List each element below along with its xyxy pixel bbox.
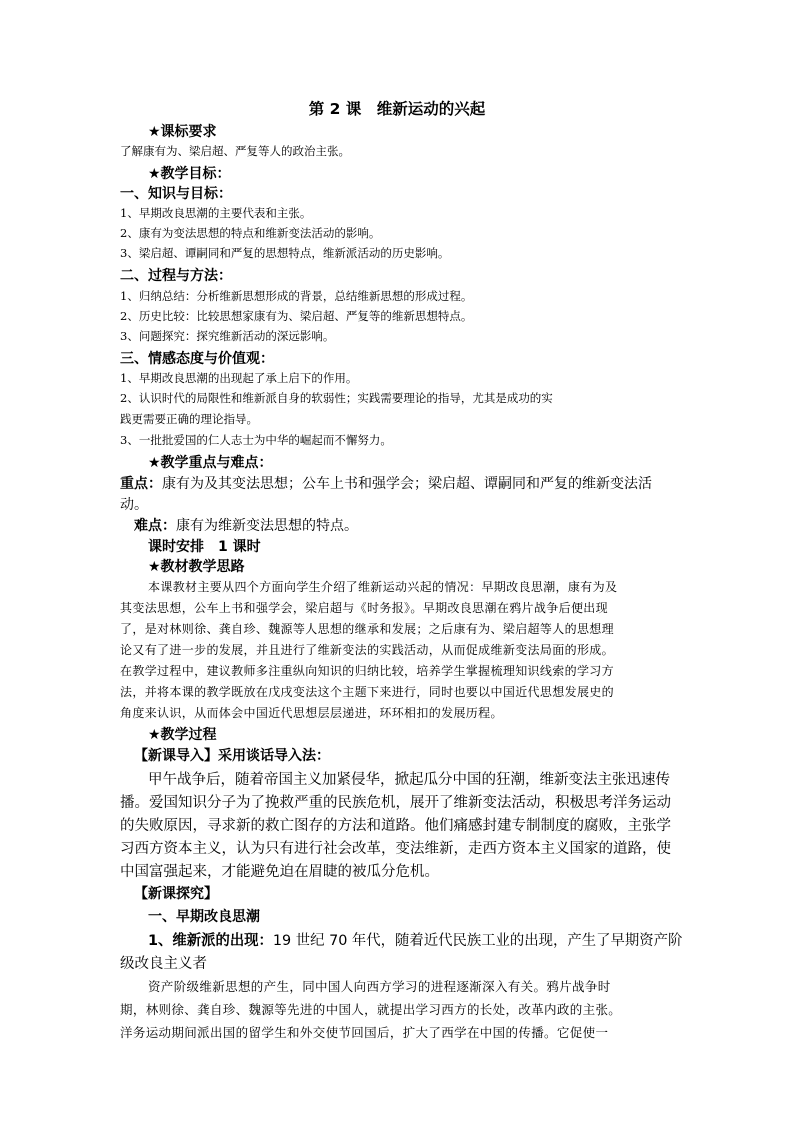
process-item: 3、问题探究：探究维新活动的深远影响。 — [120, 329, 335, 343]
section-heading-standards: ★课标要求 — [148, 124, 217, 140]
section-heading-objectives: ★教学目标： — [148, 166, 231, 182]
standards-text: 了解康有为、梁启超、严复等人的政治主张。 — [120, 144, 350, 158]
attitude-item: 2、认识时代的局限性和维新派自身的软弱性；实践需要理论的指导，尤其是成功的实 — [120, 391, 553, 405]
approach-paragraph-line: 了，是对林则徐、龚自珍、魏源等人思想的继承和发展；之后康有为、梁启超等人的思想理 — [120, 622, 615, 636]
reformers-line — [148, 929, 682, 950]
explore-subheading: 一、早期改良思潮 — [148, 909, 260, 925]
difficulty-text: 康有为维新变法思想的特点。 — [176, 518, 358, 534]
difficulty-line — [134, 515, 682, 535]
approach-paragraph-line: 论又有了进一步的发展，并且进行了维新变法的实践活动，从而促成维新变法局面的形成。 — [120, 643, 615, 657]
attitude-item: 3、一批批爱国的仁人志士为中华的崛起而不懈努力。 — [120, 433, 392, 447]
approach-paragraph-line: 在教学过程中，建议教师多注重纵向知识的归纳比较，培养学生掌握梳理知识线索的学习方 — [120, 664, 615, 678]
reformers-paragraph-line: 洋务运动期间派出国的留学生和外交使节回国后，扩大了西学在中国的传播。它促使一 — [120, 1025, 609, 1040]
subheading-process: 二、过程与方法： — [120, 268, 232, 284]
subheading-knowledge: 一、知识与目标： — [120, 186, 232, 202]
reformers-label: 1、维新派的出现： — [148, 933, 273, 949]
explore-heading: 【新课探究】 — [134, 886, 218, 902]
section-heading-teaching-process: ★教学过程 — [148, 727, 217, 743]
keypoint-line — [120, 473, 682, 493]
section-heading-approach: ★教材教学思路 — [148, 559, 245, 575]
keypoint-label: 重点： — [120, 476, 162, 492]
intro-paragraph-line: 甲午战争后，随着帝国主义加紧侵华，掀起瓜分中国的狂潮，维新变法主张迅速传 — [148, 772, 670, 788]
knowledge-item: 1、早期改良思潮的主要代表和主张。 — [120, 206, 312, 220]
approach-paragraph-line: 法，并将本课的教学既放在戊戌变法这个主题下来进行，同时也要以中国近代思想发展史的 — [120, 685, 615, 699]
reformers-text-cont: 级改良主义者 — [120, 956, 207, 972]
attitude-item: 1、早期改良思潮的出现起了承上启下的作用。 — [120, 371, 358, 385]
attitude-item-cont: 践更需要正确的理论指导。 — [120, 412, 258, 426]
knowledge-item: 2、康有为变法思想的特点和维新变法活动的影响。 — [120, 226, 381, 240]
reformers-text: 19 世纪 70 年代，随着近代民族工业的出现，产生了早期资产阶 — [272, 933, 683, 949]
intro-paragraph-line: 习西方资本主义，认为只有进行社会改革，变法维新，走西方资本主义国家的道路，使 — [120, 841, 671, 857]
process-item: 2、历史比较：比较思想家康有为、梁启超、严复等的维新思想特点。 — [120, 309, 473, 323]
difficulty-label: 难点： — [134, 518, 176, 534]
intro-paragraph-line: 中国富强起来，才能避免迫在眉睫的被瓜分危机。 — [120, 864, 439, 880]
intro-heading: 【新课导入】采用谈话导入法： — [134, 748, 330, 764]
reformers-paragraph-line: 期，林则徐、龚自珍、魏源等先进的中国人，就提出学习西方的长处，改革内政的主张。 — [120, 1002, 622, 1017]
approach-paragraph-line: 其变法思想，公车上书和强学会，梁启超与《时务报》。早期改良思潮在鸦片战争后便出现 — [120, 601, 609, 615]
reformers-paragraph-line: 资产阶级维新思想的产生，同中国人向西方学习的进程逐渐深入有关。鸦片战争时 — [148, 979, 611, 994]
intro-paragraph-line: 的失败原因，寻求新的救亡图存的方法和道路。他们痛感封建专制制度的腐败，主张学 — [120, 818, 671, 834]
lesson-title: 第 2 课 维新运动的兴起 — [308, 100, 486, 118]
section-heading-keypoints: ★教学重点与难点： — [148, 455, 273, 471]
process-item: 1、归纳总结：分析维新思想形成的背景，总结维新思想的形成过程。 — [120, 289, 473, 303]
intro-paragraph-line: 播。爱国知识分子为了挽救严重的民族危机，展开了维新变法活动，积极思考洋务运动 — [120, 795, 671, 811]
knowledge-item: 3、梁启超、谭嗣同和严复的思想特点，维新派活动的历史影响。 — [120, 246, 450, 260]
class-hours: 课时安排 1 课时 — [148, 539, 261, 555]
keypoint-text-cont: 动。 — [120, 497, 148, 513]
approach-paragraph-line: 本课教材主要从四个方面向学生介绍了维新运动兴起的情况：早期改良思潮，康有为及 — [148, 580, 618, 594]
subheading-attitude: 三、情感态度与价值观： — [120, 351, 274, 367]
approach-paragraph-line: 角度来认识，从而体会中国近代思想层层递进，环环相扣的发展历程。 — [120, 706, 503, 720]
keypoint-text: 康有为及其变法思想；公车上书和强学会；梁启超、谭嗣同和严复的维新变法活 — [162, 476, 652, 492]
